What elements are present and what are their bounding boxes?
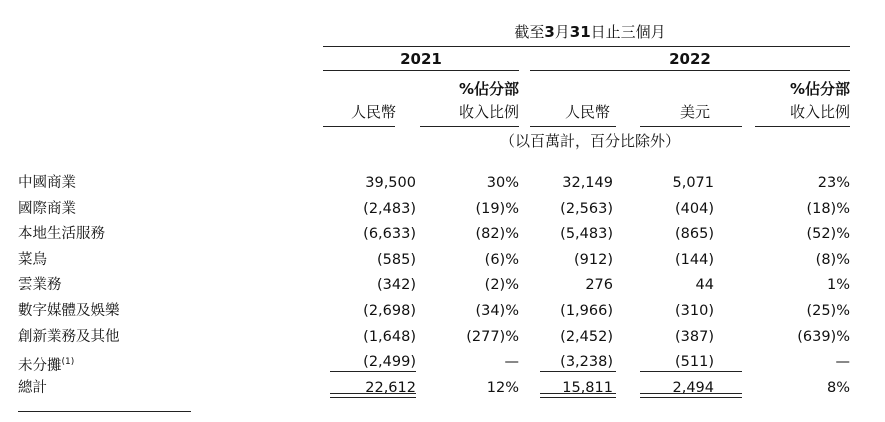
row-label-text: 創新業務及其他 — [18, 329, 120, 345]
cell-rmb-2022: (2,563) — [560, 201, 613, 217]
col-usd-2022-underline — [640, 126, 742, 127]
cell-pct-2021: (82)% — [475, 226, 519, 242]
cell-rmb-2021: (1,648) — [363, 329, 416, 345]
cell-rmb-2022: (912) — [574, 252, 613, 268]
row-label-text: 菜鳥 — [18, 252, 47, 268]
row-label — [18, 225, 318, 243]
cell-pct-2021: (277)% — [466, 329, 519, 345]
cell-rmb-2021: (2,499) — [363, 354, 416, 370]
cell-rmb-2021: (342) — [377, 277, 416, 293]
row-label-text: 本地生活服務 — [18, 226, 105, 242]
cell-usd-2022: 44 — [695, 277, 714, 293]
row-label — [18, 251, 318, 269]
year-2021-underline — [323, 70, 519, 71]
period-prefix: 截至 — [514, 23, 545, 41]
cell-usd-2022: 5,071 — [672, 175, 714, 191]
cell-rmb-2022: (5,483) — [560, 226, 613, 242]
row-label-text: 總計 — [18, 380, 47, 396]
period-underline — [323, 46, 850, 47]
col-pct-2022-underline — [755, 126, 850, 127]
cell-pct-2022: 1% — [826, 277, 850, 293]
period-month-label: 月 — [554, 23, 570, 41]
col-pct-2022-header-line1: %佔分部 — [789, 80, 850, 98]
cell-pct-2021: (34)% — [475, 303, 519, 319]
col-pct-2021-header-line2: 收入比例 — [458, 103, 519, 121]
row-label-text: 未分攤 — [18, 357, 62, 374]
cell-usd-2022: (387) — [675, 329, 714, 345]
row-label-text: 國際商業 — [18, 201, 76, 217]
col-usd-2022-header: 美元 — [679, 103, 710, 121]
row-label — [18, 200, 318, 218]
col-rmb-2021-underline — [323, 126, 395, 127]
cell-rmb-2021: 39,500 — [365, 175, 416, 191]
col-pct-2021-header-line1: %佔分部 — [458, 80, 519, 98]
total-double-rule-rmb-2021 — [330, 393, 416, 398]
cell-rmb-2021: (2,483) — [363, 201, 416, 217]
cell-pct-2022: 23% — [817, 175, 850, 191]
cell-pct-2021: (2)% — [484, 277, 519, 293]
row-label — [18, 302, 318, 320]
col-rmb-2022-underline — [530, 126, 616, 127]
cell-pct-2022: (18)% — [806, 201, 850, 217]
row-label-text: 數字媒體及娛樂 — [18, 303, 120, 319]
total-double-rule-rmb-2022 — [540, 393, 616, 398]
period-day-number: 31 — [569, 23, 591, 41]
year-2022-underline — [530, 70, 850, 71]
year-2021-header: 2021 — [400, 50, 442, 68]
subtotal-rule-rmb-2021 — [330, 371, 416, 372]
row-label-text: 雲業務 — [18, 277, 62, 293]
period-header — [330, 23, 850, 41]
cell-pct-2021: (6)% — [484, 252, 519, 268]
cell-usd-2022: (404) — [675, 201, 714, 217]
cell-pct-2022: (8)% — [815, 252, 850, 268]
cell-pct-2022: — — [835, 354, 850, 370]
cell-pct-2021: 12% — [486, 380, 519, 396]
cell-usd-2022: (511) — [675, 354, 714, 370]
cell-usd-2022: (310) — [675, 303, 714, 319]
cell-pct-2022: (639)% — [797, 329, 850, 345]
cell-rmb-2022: (2,452) — [560, 329, 613, 345]
cell-usd-2022: 2,494 — [672, 380, 714, 396]
cell-usd-2022: (865) — [675, 226, 714, 242]
cell-rmb-2022: (3,238) — [560, 354, 613, 370]
cell-usd-2022: (144) — [675, 252, 714, 268]
footnote-marker: (1) — [61, 357, 75, 367]
cell-pct-2022: (52)% — [806, 226, 850, 242]
cell-rmb-2022: (1,966) — [560, 303, 613, 319]
cell-pct-2022: 8% — [826, 380, 850, 396]
subtotal-rule-usd-2022 — [640, 371, 742, 372]
col-pct-2021-underline — [420, 126, 519, 127]
cell-pct-2021: — — [504, 354, 519, 370]
cell-pct-2021: (19)% — [475, 201, 519, 217]
col-rmb-2022-header: 人民幣 — [564, 103, 610, 121]
col-pct-2022-header-line2: 收入比例 — [789, 103, 850, 121]
cell-rmb-2022: 276 — [585, 277, 613, 293]
cell-pct-2022: (25)% — [806, 303, 850, 319]
cell-rmb-2021: (585) — [377, 252, 416, 268]
cell-pct-2021: 30% — [486, 175, 519, 191]
row-label — [18, 353, 318, 375]
row-label-text: 中國商業 — [18, 175, 76, 191]
period-month-number: 3 — [544, 23, 555, 41]
row-label — [18, 379, 318, 397]
cell-rmb-2021: (2,698) — [363, 303, 416, 319]
row-label — [18, 328, 318, 346]
col-rmb-2021-header: 人民幣 — [350, 103, 396, 121]
row-label — [18, 276, 318, 294]
row-label — [18, 174, 318, 192]
subtotal-rule-rmb-2022 — [540, 371, 616, 372]
cell-rmb-2021: (6,633) — [363, 226, 416, 242]
cell-rmb-2021: 22,612 — [365, 380, 416, 396]
footnote-separator — [18, 411, 191, 412]
cell-rmb-2022: 32,149 — [562, 175, 613, 191]
cell-rmb-2022: 15,811 — [562, 380, 613, 396]
total-double-rule-usd-2022 — [640, 393, 742, 398]
units-note: （以百萬計，百分比除外） — [499, 132, 680, 150]
year-2022-header: 2022 — [669, 50, 711, 68]
period-suffix: 日止三個月 — [590, 23, 666, 41]
